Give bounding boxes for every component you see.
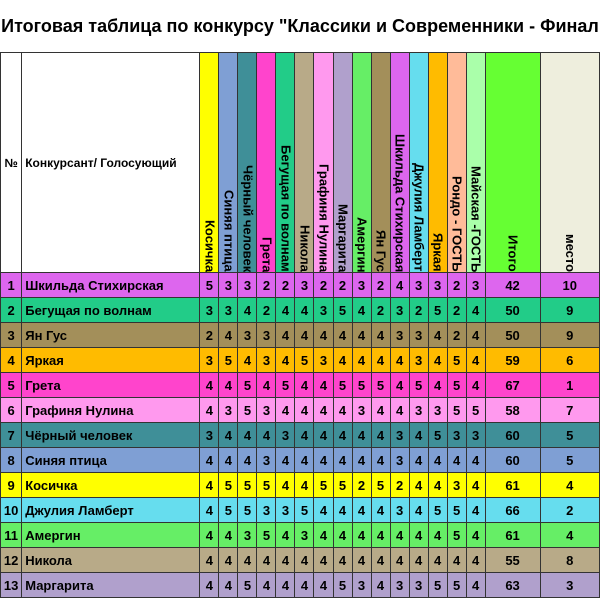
score-cell: 4	[428, 323, 447, 348]
score-cell: 5	[257, 523, 276, 548]
score-cell: 4	[409, 548, 428, 573]
score-cell: 4	[276, 573, 295, 598]
voter-column-label: Маргарита	[335, 203, 351, 272]
score-cell: 3	[314, 348, 333, 373]
score-cell: 4	[447, 548, 466, 573]
place-cell: 1	[540, 373, 599, 398]
score-cell: 4	[371, 323, 390, 348]
score-cell: 4	[276, 398, 295, 423]
score-cell: 4	[295, 473, 314, 498]
contestant-name: Чёрный человек	[22, 423, 200, 448]
score-cell: 4	[257, 373, 276, 398]
score-cell: 4	[314, 373, 333, 398]
score-cell: 4	[371, 448, 390, 473]
place-cell: 3	[540, 573, 599, 598]
score-cell: 4	[238, 348, 257, 373]
score-cell: 4	[219, 373, 238, 398]
score-cell: 4	[371, 548, 390, 573]
score-cell: 5	[276, 373, 295, 398]
score-cell: 3	[390, 298, 409, 323]
table-row	[1, 323, 600, 348]
voter-column-header	[238, 53, 257, 273]
score-cell: 4	[428, 473, 447, 498]
score-cell: 4	[276, 548, 295, 573]
results-table	[0, 52, 600, 598]
voter-column-header	[219, 53, 238, 273]
score-cell: 5	[466, 398, 485, 423]
score-cell: 3	[428, 273, 447, 298]
table-row	[1, 373, 600, 398]
score-cell: 5	[447, 498, 466, 523]
number-column-header: №	[1, 53, 22, 273]
score-cell: 4	[314, 498, 333, 523]
voter-column-label: Шкильда Стихирская	[392, 133, 408, 272]
score-cell: 4	[219, 423, 238, 448]
total-cell: 61	[485, 473, 540, 498]
table-row	[1, 398, 600, 423]
score-cell: 4	[352, 498, 371, 523]
score-cell: 4	[371, 523, 390, 548]
score-cell: 2	[200, 323, 219, 348]
score-cell: 3	[409, 573, 428, 598]
score-cell: 2	[390, 473, 409, 498]
score-cell: 5	[238, 373, 257, 398]
place-cell: 2	[540, 498, 599, 523]
table-row	[1, 573, 600, 598]
score-cell: 4	[447, 448, 466, 473]
score-cell: 5	[200, 273, 219, 298]
total-cell: 42	[485, 273, 540, 298]
score-cell: 4	[409, 448, 428, 473]
score-cell: 3	[390, 423, 409, 448]
score-cell: 4	[200, 523, 219, 548]
score-cell: 5	[257, 473, 276, 498]
score-cell: 5	[352, 373, 371, 398]
row-number: 11	[1, 523, 22, 548]
total-cell: 58	[485, 398, 540, 423]
score-cell: 3	[352, 573, 371, 598]
score-cell: 4	[390, 548, 409, 573]
score-cell: 4	[219, 523, 238, 548]
score-cell: 5	[333, 573, 352, 598]
score-cell: 2	[371, 298, 390, 323]
total-cell: 50	[485, 298, 540, 323]
place-cell: 5	[540, 448, 599, 473]
score-cell: 4	[200, 573, 219, 598]
row-number: 3	[1, 323, 22, 348]
voter-column-label: Майская -ГОСТЬ	[468, 165, 484, 272]
score-cell: 4	[200, 398, 219, 423]
voter-column-header	[276, 53, 295, 273]
score-cell: 3	[257, 498, 276, 523]
score-cell: 4	[409, 473, 428, 498]
score-cell: 4	[238, 423, 257, 448]
row-number: 13	[1, 573, 22, 598]
score-cell: 2	[257, 298, 276, 323]
row-number: 7	[1, 423, 22, 448]
total-column-header-label: Итого	[505, 235, 521, 272]
score-cell: 2	[333, 273, 352, 298]
score-cell: 3	[276, 423, 295, 448]
score-cell: 3	[390, 498, 409, 523]
table-row	[1, 548, 600, 573]
score-cell: 4	[276, 348, 295, 373]
score-cell: 2	[314, 273, 333, 298]
row-number: 2	[1, 298, 22, 323]
score-cell: 5	[428, 423, 447, 448]
score-cell: 4	[466, 323, 485, 348]
total-cell: 63	[485, 573, 540, 598]
score-cell: 3	[428, 398, 447, 423]
contestant-name: Джулия Ламберт	[22, 498, 200, 523]
score-cell: 4	[276, 523, 295, 548]
score-cell: 3	[447, 423, 466, 448]
voter-column-header	[447, 53, 466, 273]
score-cell: 5	[428, 298, 447, 323]
score-cell: 5	[371, 473, 390, 498]
score-cell: 4	[257, 548, 276, 573]
score-cell: 3	[200, 348, 219, 373]
score-cell: 4	[314, 548, 333, 573]
score-cell: 3	[219, 273, 238, 298]
score-cell: 3	[409, 348, 428, 373]
score-cell: 3	[200, 423, 219, 448]
score-cell: 4	[466, 573, 485, 598]
score-cell: 4	[466, 373, 485, 398]
score-cell: 4	[390, 523, 409, 548]
score-cell: 4	[466, 523, 485, 548]
score-cell: 4	[466, 473, 485, 498]
score-cell: 4	[371, 398, 390, 423]
score-cell: 4	[200, 373, 219, 398]
total-cell: 60	[485, 423, 540, 448]
voter-column-header	[257, 53, 276, 273]
score-cell: 4	[352, 548, 371, 573]
place-cell: 8	[540, 548, 599, 573]
score-cell: 5	[333, 473, 352, 498]
voter-column-header	[409, 53, 428, 273]
score-cell: 4	[257, 573, 276, 598]
score-cell: 3	[352, 273, 371, 298]
table-title: Итоговая таблица по конкурсу "Классики и Современники - Финал	[1, 16, 599, 36]
contestant-name: Шкильда Стихирская	[22, 273, 200, 298]
score-cell: 5	[409, 373, 428, 398]
score-cell: 4	[333, 398, 352, 423]
voter-column-label: Грета	[259, 236, 275, 272]
score-cell: 4	[428, 448, 447, 473]
table-row	[1, 348, 600, 373]
voter-column-label: Ян Гус	[373, 230, 389, 272]
place-cell: 5	[540, 423, 599, 448]
score-cell: 5	[428, 498, 447, 523]
score-cell: 5	[333, 298, 352, 323]
place-cell: 9	[540, 298, 599, 323]
score-cell: 4	[333, 323, 352, 348]
score-cell: 5	[428, 573, 447, 598]
score-cell: 4	[428, 523, 447, 548]
score-cell: 4	[276, 323, 295, 348]
place-column-header-label: место	[562, 233, 578, 272]
score-cell: 3	[200, 298, 219, 323]
place-cell: 6	[540, 348, 599, 373]
score-cell: 5	[238, 398, 257, 423]
score-cell: 5	[447, 398, 466, 423]
score-cell: 2	[276, 273, 295, 298]
score-cell: 4	[314, 448, 333, 473]
score-cell: 3	[257, 348, 276, 373]
score-cell: 5	[219, 473, 238, 498]
voter-column-header	[352, 53, 371, 273]
contestant-name: Никола	[22, 548, 200, 573]
score-cell: 3	[390, 448, 409, 473]
place-cell: 10	[540, 273, 599, 298]
score-cell: 4	[333, 523, 352, 548]
score-cell: 3	[257, 398, 276, 423]
row-number: 9	[1, 473, 22, 498]
voter-column-header	[428, 53, 447, 273]
table-row	[1, 423, 600, 448]
score-cell: 3	[238, 523, 257, 548]
total-cell: 61	[485, 523, 540, 548]
score-cell: 4	[390, 273, 409, 298]
voter-column-header	[390, 53, 409, 273]
voter-column-header	[314, 53, 333, 273]
score-cell: 4	[314, 323, 333, 348]
score-cell: 4	[295, 573, 314, 598]
voter-column-label: Яркая	[430, 233, 446, 272]
table-row	[1, 523, 600, 548]
score-cell: 2	[371, 273, 390, 298]
contestant-name: Грета	[22, 373, 200, 398]
score-cell: 4	[333, 423, 352, 448]
score-cell: 4	[219, 548, 238, 573]
score-cell: 4	[409, 523, 428, 548]
contestant-name: Амергин	[22, 523, 200, 548]
row-number: 5	[1, 373, 22, 398]
table-row	[1, 473, 600, 498]
score-cell: 5	[238, 498, 257, 523]
score-cell: 2	[257, 273, 276, 298]
voter-column-label: Никола	[297, 225, 313, 272]
score-cell: 3	[466, 273, 485, 298]
header-row	[1, 53, 600, 273]
row-number: 1	[1, 273, 22, 298]
score-cell: 4	[352, 423, 371, 448]
score-cell: 2	[447, 298, 466, 323]
score-cell: 4	[390, 398, 409, 423]
score-cell: 4	[428, 348, 447, 373]
total-cell: 50	[485, 323, 540, 348]
place-cell: 4	[540, 473, 599, 498]
score-cell: 4	[238, 298, 257, 323]
score-cell: 3	[295, 523, 314, 548]
score-cell: 4	[371, 423, 390, 448]
voter-column-header	[466, 53, 485, 273]
voter-column-label: Косичка	[202, 219, 218, 272]
score-cell: 4	[295, 548, 314, 573]
score-cell: 2	[352, 473, 371, 498]
row-number: 10	[1, 498, 22, 523]
score-cell: 4	[409, 498, 428, 523]
score-cell: 4	[219, 323, 238, 348]
score-cell: 3	[314, 298, 333, 323]
score-cell: 3	[257, 448, 276, 473]
total-cell: 66	[485, 498, 540, 523]
score-cell: 4	[333, 348, 352, 373]
score-cell: 4	[390, 373, 409, 398]
score-cell: 4	[333, 498, 352, 523]
score-cell: 2	[447, 323, 466, 348]
score-cell: 5	[314, 473, 333, 498]
total-cell: 67	[485, 373, 540, 398]
score-cell: 3	[409, 273, 428, 298]
score-cell: 4	[466, 448, 485, 473]
score-cell: 3	[238, 273, 257, 298]
score-cell: 3	[447, 473, 466, 498]
score-cell: 4	[200, 448, 219, 473]
score-cell: 4	[276, 473, 295, 498]
score-cell: 4	[295, 298, 314, 323]
score-cell: 3	[219, 298, 238, 323]
score-cell: 4	[314, 398, 333, 423]
score-cell: 4	[352, 298, 371, 323]
score-cell: 3	[390, 573, 409, 598]
table-row	[1, 448, 600, 473]
total-column-header	[485, 53, 540, 273]
voter-column-label: Графиня Нулина	[316, 163, 332, 272]
score-cell: 5	[238, 473, 257, 498]
score-cell: 4	[295, 448, 314, 473]
contestant-name: Косичка	[22, 473, 200, 498]
contestant-name: Ян Гус	[22, 323, 200, 348]
score-cell: 4	[200, 473, 219, 498]
contestant-name: Маргарита	[22, 573, 200, 598]
place-cell: 4	[540, 523, 599, 548]
score-cell: 2	[409, 298, 428, 323]
score-cell: 3	[466, 423, 485, 448]
contestant-name: Графиня Нулина	[22, 398, 200, 423]
contestant-name: Синяя птица	[22, 448, 200, 473]
score-cell: 4	[428, 548, 447, 573]
voter-column-header	[371, 53, 390, 273]
score-cell: 2	[447, 273, 466, 298]
score-cell: 4	[276, 448, 295, 473]
score-cell: 4	[219, 448, 238, 473]
voter-column-label: Амергин	[354, 216, 370, 272]
score-cell: 4	[314, 423, 333, 448]
total-cell: 55	[485, 548, 540, 573]
place-cell: 7	[540, 398, 599, 423]
score-cell: 3	[238, 323, 257, 348]
table-row	[1, 498, 600, 523]
score-cell: 4	[200, 498, 219, 523]
score-cell: 4	[295, 398, 314, 423]
score-cell: 4	[352, 348, 371, 373]
score-cell: 4	[371, 498, 390, 523]
score-cell: 4	[409, 423, 428, 448]
score-cell: 3	[219, 398, 238, 423]
contestant-name: Бегущая по волнам	[22, 298, 200, 323]
voter-column-header	[333, 53, 352, 273]
score-cell: 3	[409, 323, 428, 348]
score-cell: 4	[466, 298, 485, 323]
voter-column-label: Джулия Ламберт	[411, 163, 427, 272]
total-cell: 60	[485, 448, 540, 473]
score-cell: 4	[333, 448, 352, 473]
voter-column-label: Синяя птица	[221, 190, 237, 272]
score-cell: 5	[447, 573, 466, 598]
table-row	[1, 298, 600, 323]
score-cell: 5	[371, 373, 390, 398]
voter-column-header	[200, 53, 219, 273]
score-cell: 4	[333, 548, 352, 573]
total-cell: 59	[485, 348, 540, 373]
row-number: 4	[1, 348, 22, 373]
score-cell: 4	[238, 548, 257, 573]
score-cell: 5	[447, 373, 466, 398]
score-cell: 4	[390, 348, 409, 373]
score-cell: 3	[276, 498, 295, 523]
score-cell: 3	[295, 273, 314, 298]
score-cell: 4	[428, 373, 447, 398]
score-cell: 4	[352, 523, 371, 548]
score-cell: 5	[238, 573, 257, 598]
score-cell: 4	[295, 323, 314, 348]
score-cell: 4	[314, 573, 333, 598]
score-cell: 3	[352, 398, 371, 423]
row-number: 12	[1, 548, 22, 573]
score-cell: 4	[238, 448, 257, 473]
contestant-column-header: Конкурсант/ Голосующий	[22, 53, 200, 273]
contestant-name: Яркая	[22, 348, 200, 373]
score-cell: 5	[333, 373, 352, 398]
score-cell: 4	[352, 448, 371, 473]
score-cell: 4	[314, 523, 333, 548]
row-number: 6	[1, 398, 22, 423]
score-cell: 4	[276, 298, 295, 323]
voter-column-label: Бегущая по волнам	[278, 145, 294, 272]
score-cell: 3	[390, 323, 409, 348]
score-cell: 4	[295, 373, 314, 398]
score-cell: 4	[219, 573, 238, 598]
place-cell: 9	[540, 323, 599, 348]
voter-column-label: Чёрный человек	[240, 164, 256, 272]
place-column-header	[540, 53, 599, 273]
voter-column-header	[295, 53, 314, 273]
row-number: 8	[1, 448, 22, 473]
score-cell: 5	[447, 523, 466, 548]
table-row	[1, 273, 600, 298]
score-cell: 4	[466, 548, 485, 573]
score-cell: 5	[447, 348, 466, 373]
score-cell: 5	[295, 498, 314, 523]
score-cell: 3	[257, 323, 276, 348]
score-cell: 5	[219, 348, 238, 373]
score-cell: 4	[466, 498, 485, 523]
score-cell: 4	[352, 323, 371, 348]
score-cell: 5	[219, 498, 238, 523]
score-cell: 4	[466, 348, 485, 373]
score-cell: 4	[371, 573, 390, 598]
score-cell: 4	[371, 348, 390, 373]
score-cell: 4	[257, 423, 276, 448]
score-cell: 4	[295, 423, 314, 448]
score-cell: 3	[409, 398, 428, 423]
voter-column-label: Рондо - ГОСТЬ	[449, 176, 465, 272]
score-cell: 4	[200, 548, 219, 573]
score-cell: 5	[295, 348, 314, 373]
